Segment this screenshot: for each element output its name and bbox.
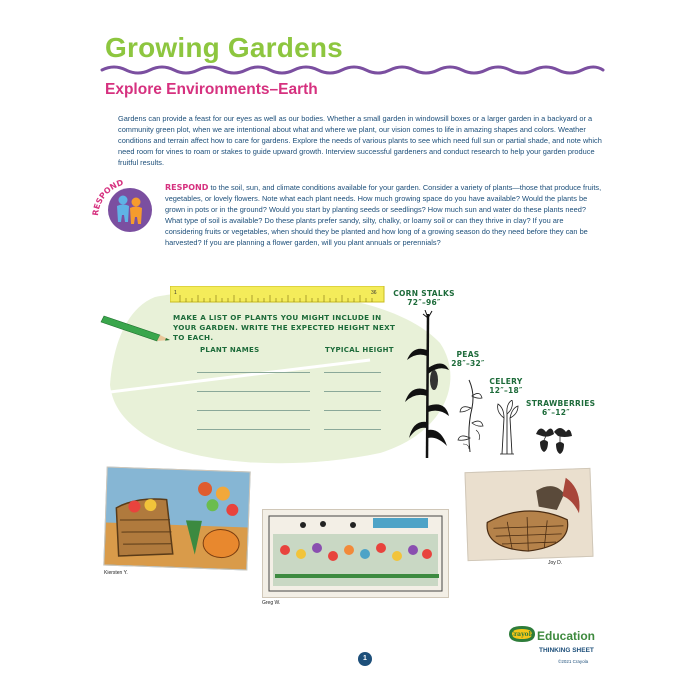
plant-name: PEAS bbox=[456, 350, 480, 359]
plant-name: CELERY bbox=[489, 377, 523, 386]
artist-caption-2: Greg W. bbox=[262, 600, 281, 606]
page-subtitle: Explore Environments–Earth bbox=[105, 81, 318, 98]
typical-height-heading: TYPICAL HEIGHT bbox=[325, 346, 394, 354]
plant-name-line[interactable] bbox=[197, 391, 310, 392]
page-title: Growing Gardens bbox=[105, 32, 343, 63]
height-line[interactable] bbox=[324, 410, 381, 411]
plant-label-strawberries bbox=[526, 399, 596, 417]
corn-stalk-illustration bbox=[405, 310, 450, 460]
artist-caption-1: Kiersten Y. bbox=[104, 570, 128, 576]
plant-height: 72″–96″ bbox=[407, 298, 441, 307]
plant-label-corn bbox=[392, 289, 456, 307]
pencil-icon bbox=[100, 308, 172, 342]
plant-label-celery bbox=[486, 377, 526, 395]
ruler-start-label: 1 bbox=[174, 290, 177, 296]
artwork-garden-bed-image bbox=[263, 510, 448, 597]
respond-badge-label: RESPOND bbox=[90, 177, 125, 217]
wave-divider bbox=[100, 64, 605, 76]
artist-caption-3: Joy D. bbox=[548, 560, 563, 566]
page-number-badge: 1 bbox=[358, 652, 372, 666]
plant-name-line[interactable] bbox=[197, 429, 310, 430]
plant-label-peas bbox=[446, 350, 490, 368]
plant-name-line[interactable] bbox=[197, 372, 310, 373]
respond-badge-icon bbox=[90, 176, 162, 236]
crayola-logo-text: Crayola bbox=[509, 631, 535, 638]
education-label: Education bbox=[537, 629, 596, 643]
student-artwork-2 bbox=[262, 509, 449, 598]
plant-height: 28″–32″ bbox=[451, 359, 485, 368]
celery-illustration bbox=[492, 400, 522, 455]
plant-height: 12″–18″ bbox=[489, 386, 523, 395]
respond-keyword: RESPOND bbox=[165, 183, 209, 192]
plant-name: STRAWBERRIES bbox=[526, 399, 596, 408]
respond-paragraph bbox=[165, 182, 603, 249]
height-line[interactable] bbox=[324, 372, 381, 373]
artwork-bird-nest-image bbox=[466, 469, 593, 560]
pea-plant-illustration bbox=[455, 378, 485, 453]
respond-body: to the soil, sun, and climate conditions available for your garden. Consider a variety of plants—those that produce fruits, vegetables, or lovely flowers. Note what each plant needs. How much growing space do you have available? Would the plants be grown in pots or in the ground? Would you start by planting seeds or seedlings? How much sun and water do these plants need? What type of soil is available? Do these plants prefer sandy, silty, chalky, or loamy soil or can they thrive in clay? If you are considering fruits or vegetables, when should they be planted and how long of a growing season do they need before they can be harvested? If you are planning a flower garden, will you plant annuals or perennials? bbox=[165, 183, 602, 248]
plant-height: 6″–12″ bbox=[542, 408, 570, 417]
activity-instruction: MAKE A LIST OF PLANTS YOU MIGHT INCLUDE IN YOUR GARDEN. WRITE THE EXPECTED HEIGHT NEXT TO EACH. bbox=[173, 313, 396, 342]
student-artwork-1 bbox=[103, 467, 250, 571]
height-line[interactable] bbox=[324, 391, 381, 392]
student-artwork-3 bbox=[464, 468, 593, 561]
plant-names-heading: PLANT NAMES bbox=[200, 346, 260, 354]
intro-paragraph: Gardens can provide a feast for our eyes as well as our bodies. Whether a small garden in windowsill boxes or a larger garden in a backyard or a community green plot, when we are intentional about what and where we plant, our vision comes to life in amazing shapes and colors. Weather conditions and terrain affect how to care for gardens. Explore the needs of various plants to see which need full sun or partial shade, and note which need room for vines to roam or stakes to guide upward growth. Interview successful gardeners and conduct research to help your garden produce fruitful results. bbox=[118, 114, 602, 168]
height-line[interactable] bbox=[324, 429, 381, 430]
artwork-basket-image bbox=[104, 468, 249, 570]
ruler-end-label: 36 bbox=[371, 290, 377, 296]
plant-name-line[interactable] bbox=[197, 410, 310, 411]
plant-name: CORN STALKS bbox=[393, 289, 455, 298]
ruler bbox=[170, 286, 385, 303]
copyright-label: ©2021 Crayola bbox=[558, 659, 589, 664]
strawberry-illustration bbox=[530, 422, 575, 457]
crayola-logo-icon bbox=[507, 624, 537, 644]
sheet-type-label: THINKING SHEET bbox=[539, 647, 594, 654]
